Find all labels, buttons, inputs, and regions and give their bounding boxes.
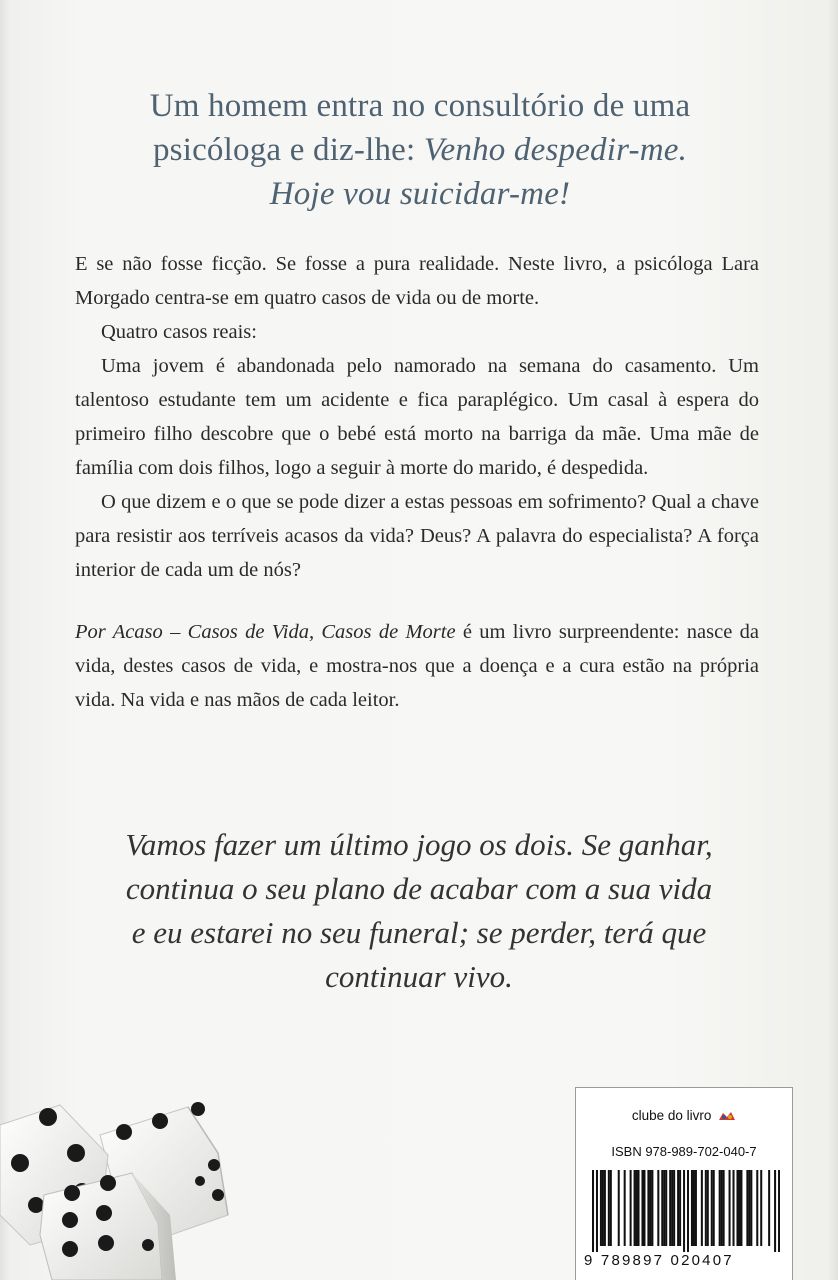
- headline-line-2: [70, 128, 770, 172]
- headline: [70, 84, 770, 216]
- quote-line-3: e eu estarei no seu funeral; se perder, terá que: [131, 915, 707, 950]
- barcode-bars: [592, 1170, 780, 1252]
- barcode-bar: [618, 1170, 620, 1246]
- barcode-bar: [729, 1170, 731, 1246]
- barcode-bar: [693, 1170, 695, 1246]
- barcode-bar: [671, 1170, 673, 1246]
- publisher-name: clube do livro: [631, 1108, 712, 1123]
- barcode-bar: [713, 1170, 715, 1246]
- barcode-bar: [711, 1170, 713, 1246]
- barcode-bar: [705, 1170, 707, 1246]
- synopsis-paragraph-2: Quatro casos reais:: [101, 321, 257, 343]
- headline-line-1: Um homem entra no consultório de uma: [149, 88, 691, 124]
- quote-line-1: Vamos fazer um último jogo os dois. Se ganhar,: [125, 827, 713, 862]
- barcode-bar: [602, 1170, 604, 1246]
- barcode-bar: [638, 1170, 640, 1246]
- pull-quote: [75, 823, 763, 999]
- dice-illustration: [0, 1095, 235, 1280]
- synopsis-paragraph-5: [75, 615, 759, 717]
- publisher-logo-icon: [718, 1111, 736, 1121]
- barcode-bar: [647, 1170, 649, 1246]
- barcode-bar: [669, 1170, 671, 1246]
- barcode-bar: [760, 1170, 762, 1246]
- barcode-bar: [746, 1170, 748, 1246]
- barcode-bar: [768, 1170, 770, 1246]
- publisher-logo: [576, 1108, 792, 1123]
- barcode-bar: [721, 1170, 723, 1246]
- barcode-bar: [610, 1170, 612, 1246]
- barcode-bar: [701, 1170, 703, 1246]
- barcode-bar: [723, 1170, 725, 1246]
- headline-line-3: Hoje vou suicidar-me!: [269, 176, 571, 212]
- barcode-bar: [630, 1170, 632, 1246]
- barcode-bar: [592, 1170, 594, 1252]
- barcode-bar: [673, 1170, 675, 1246]
- synopsis-paragraph-3: Uma jovem é abandonada pelo namorado na semana do casamento. Um talentoso estudante tem um acidente e fica paraplégico. Um casal à espera do primeiro filho descobre que o bebé está morto na barriga da mãe. Uma mãe de família com dois filhos, logo a seguir à morte do marido, é despedida.: [75, 355, 759, 479]
- barcode-bar: [665, 1170, 667, 1246]
- barcode-bar: [687, 1170, 689, 1252]
- barcode-bar: [691, 1170, 693, 1246]
- barcode-bar: [748, 1170, 750, 1246]
- barcode-bar: [733, 1170, 735, 1246]
- headline-line-2-plain: psicóloga e diz-lhe:: [152, 132, 424, 168]
- isbn-number: ISBN 978-989-702-040-7: [611, 1144, 757, 1159]
- barcode-bar: [736, 1170, 738, 1246]
- barcode-bar: [661, 1170, 663, 1246]
- barcode-bar: [636, 1170, 638, 1246]
- barcode-bar: [663, 1170, 665, 1246]
- barcode-bar: [596, 1170, 598, 1252]
- synopsis-paragraph-4: O que dizem e o que se pode dizer a estas pessoas em sofrimento? Qual a chave para resistir aos terríveis acasos da vida? Deus? A palavra do especialista? A força interior de cada um de nós?: [75, 491, 759, 581]
- barcode-bar: [740, 1170, 742, 1246]
- right-edge-shadow: [828, 0, 838, 1280]
- synopsis-paragraph-1: E se não fosse ficção. Se fosse a pura realidade. Neste livro, a psicóloga Lara Morgado centra-se em quatro casos de vida ou de morte.: [75, 253, 759, 309]
- barcode-bar: [604, 1170, 606, 1246]
- quote-line-4: continuar vivo.: [325, 959, 513, 994]
- left-edge-shadow: [0, 0, 10, 1280]
- quote-line-2: continua o seu plano de acabar com a sua vida: [125, 871, 713, 906]
- barcode-bar: [719, 1170, 721, 1246]
- barcode-bar: [600, 1170, 602, 1246]
- barcode-bar: [657, 1170, 659, 1246]
- barcode-panel: [575, 1087, 793, 1280]
- barcode-bar: [643, 1170, 645, 1246]
- barcode-digits: 9 789897 020407: [584, 1252, 734, 1269]
- synopsis: [75, 247, 759, 717]
- barcode-bar: [608, 1170, 610, 1246]
- barcode-bar: [738, 1170, 740, 1246]
- barcode-bar: [641, 1170, 643, 1246]
- barcode-bar: [750, 1170, 752, 1246]
- barcode-bar: [774, 1170, 776, 1252]
- barcode-bar: [756, 1170, 758, 1246]
- headline-line-2-italic: Venho despedir-me.: [423, 132, 688, 168]
- barcode-bar: [651, 1170, 653, 1246]
- barcode-bar: [634, 1170, 636, 1246]
- barcode-bar: [683, 1170, 685, 1252]
- barcode-bar: [679, 1170, 681, 1246]
- barcode-bar: [778, 1170, 780, 1252]
- barcode-bar: [695, 1170, 697, 1246]
- barcode-bar: [649, 1170, 651, 1246]
- barcode-bar: [677, 1170, 679, 1246]
- synopsis-paragraph-5-rest: é um livro surpreendente: nasce da vida, destes casos de vida, e mostra-nos que a doença e a cura estão na própria vida. Na vida e nas mãos de cada leitor.: [75, 621, 759, 711]
- barcode-bar: [707, 1170, 709, 1246]
- barcode-bar: [624, 1170, 626, 1246]
- book-title-reference: Por Acaso – Casos de Vida, Casos de Morte: [75, 621, 456, 643]
